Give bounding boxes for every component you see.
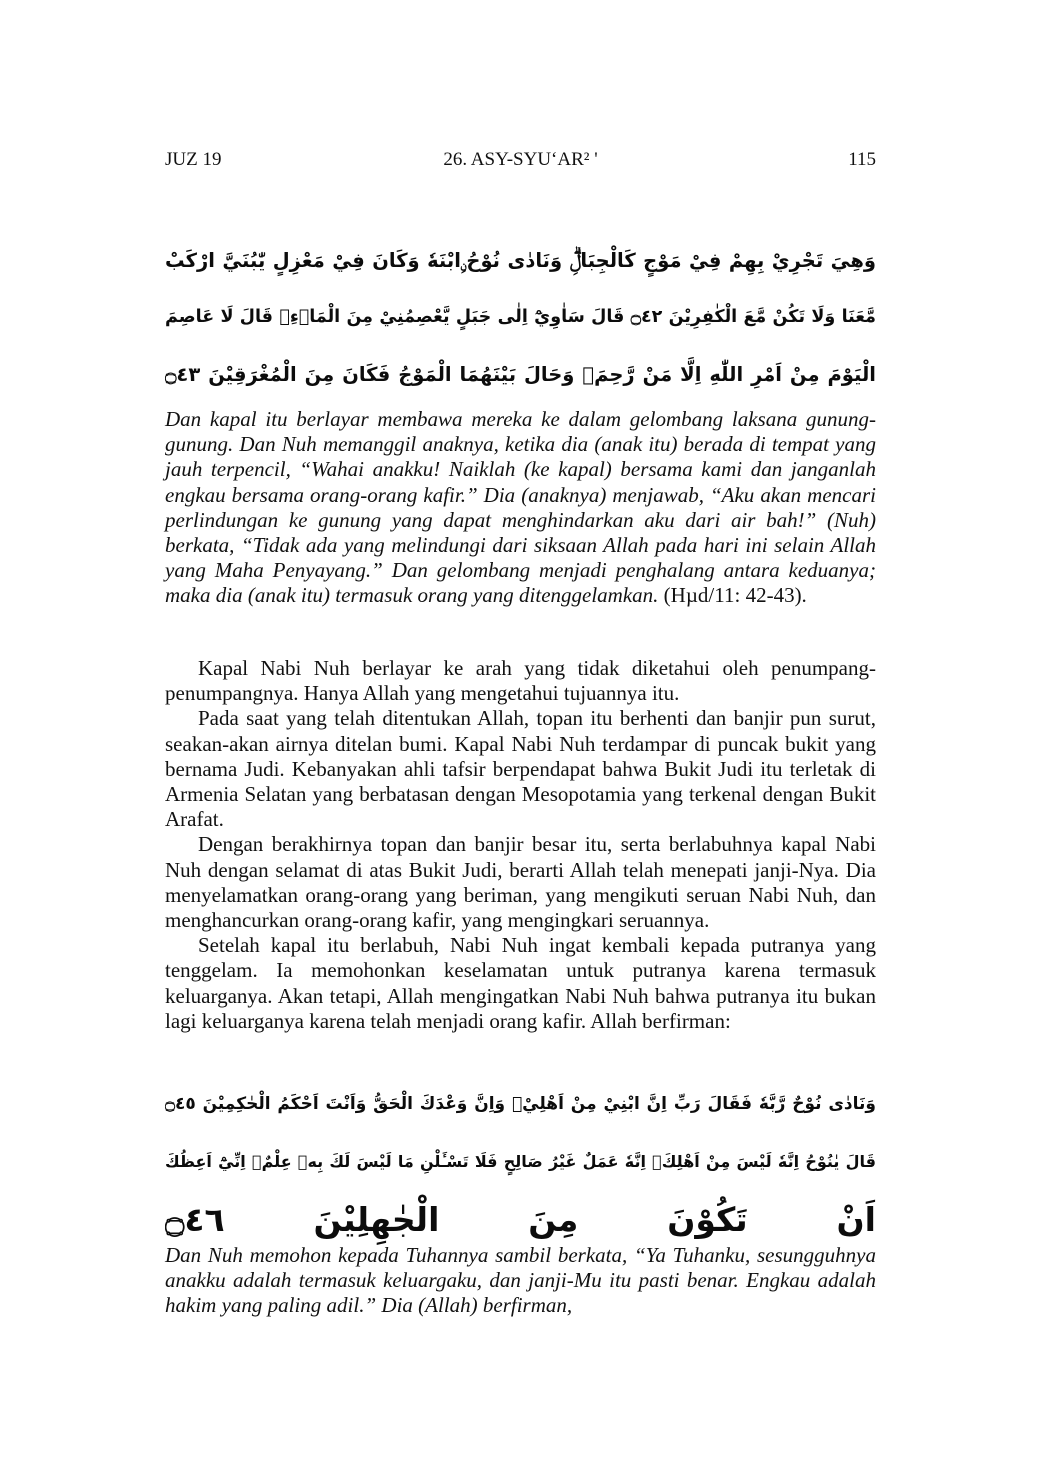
- paragraph: Kapal Nabi Nuh berlayar ke arah yang tidak diketahui oleh penumpang-penumpangnya. Hanya Allah yang mengetahui tujuannya itu.: [165, 656, 876, 706]
- verse-reference: (Hµd/11: 42-43).: [663, 583, 807, 608]
- arabic-line: وَنَادٰى نُوْحٌ رَّبَّهٗ فَقَالَ رَبِّ اِنَّ ابْنِيْ مِنْ اَهْلِيْۚ وَاِنَّ وَعْدَكَ الْحَقُّ وَاَنْتَ اَحْكَمُ الْحٰكِمِيْنَ ۝٤٥: [165, 1094, 876, 1114]
- juz-label: JUZ 19: [165, 149, 222, 170]
- translation-text: Dan Nuh memohon kepada Tuhannya sambil berkata, “Ya Tuhanku, sesungguhnya anakku adalah termasuk keluargaku, dan janji-Mu itu pasti benar. Engkau adalah hakim yang paling adil.” Dia (Allah) berfirman,: [165, 1243, 876, 1318]
- paragraph: Dengan berakhirnya topan dan banjir besar itu, serta berlabuhnya kapal Nabi Nuh dengan selamat di atas Bukit Judi, berarti Allah telah menepati janji-Nya. Dia menyelamatkan orang-orang yang beriman, yang mengikuti seruan Nabi Nuh, dan menghancurkan orang-orang kafir, yang mengingkari seruannya.: [165, 832, 876, 933]
- arabic-line: قَالَ يٰنُوْحُ اِنَّهٗ لَيْسَ مِنْ اَهْلِكَۚ اِنَّهٗ عَمَلٌ غَيْرُ صَالِحٍ فَلَا تَسْـَٔلْنِ مَا لَيْسَ لَكَ بِهٖ عِلْمٌۗ اِنِّيْٓ اَعِظُكَ: [165, 1152, 876, 1171]
- arabic-verses-42-43: [165, 232, 876, 403]
- arabic-verses-45-46: [165, 1075, 876, 1249]
- paragraph: Setelah kapal itu berlabuh, Nabi Nuh ingat kembali kepada putranya yang tenggelam. Ia memohonkan keselamatan untuk putranya karena termasuk keluarganya. Akan tetapi, Allah mengingatkan Nabi Nuh bahwa putranya itu bukan lagi keluarganya karena telah menjadi orang kafir. Allah berfirman:: [165, 933, 876, 1033]
- running-header: [165, 147, 876, 173]
- translation-verses-42-43: [165, 407, 876, 609]
- translation-text: Dan kapal itu berlayar membawa mereka ke dalam gelombang laksana gunung-gunung. Dan Nuh memanggil anaknya, ketika dia (anak itu) berada di tempat yang jauh terpencil, “Wahai anakku! Naiklah (ke kapal) bersama kami dan janganlah engkau bersama orang-orang kafir.” Dia (anaknya) menjawab, “Aku akan mencari perlindungan ke gunung yang dapat menghindarkan aku dari air bah!” (Nuh) berkata, “Tidak ada yang melindungi dari siksaan Allah pada hari ini selain Allah yang Maha Penyayang.” Dan gelombang menjadi penghalang antara keduanya; maka dia (anak itu) termasuk orang yang ditenggelamkan.: [165, 407, 876, 608]
- page-number: 115: [848, 149, 876, 170]
- arabic-line: الْيَوْمَ مِنْ اَمْرِ اللّٰهِ اِلَّا مَنْ رَّحِمَۚ وَحَالَ بَيْنَهُمَا الْمَوْجُ فَكَانَ مِنَ الْمُغْرَقِيْنَ ۝٤٣: [165, 363, 876, 386]
- translation-verses-45-46: [165, 1243, 876, 1319]
- surah-title: 26. ASY-SYU‘AR² ': [443, 149, 598, 170]
- narrative-text: [165, 656, 876, 1034]
- paragraph: Pada saat yang telah ditentukan Allah, topan itu berhenti dan banjir pun surut, seakan-akan airnya ditelan bumi. Kapal Nabi Nuh terdampar di puncak bukit yang bernama Judi. Kebanyakan ahli tafsir berpendapat bahwa Bukit Judi itu terletak di Armenia Selatan yang berbatasan dengan Mesopotamia yang terkenal dengan Bukit Arafat.: [165, 706, 876, 832]
- arabic-line: مَّعَنَا وَلَا تَكُنْ مَّعَ الْكٰفِرِيْنَ ۝٤٢ قَالَ سَاٰوِيْٓ اِلٰى جَبَلٍ يَّعْصِمُنِيْ مِنَ الْمَاۤءِۗ قَالَ لَا عَاصِمَ: [165, 307, 876, 327]
- arabic-line: وَهِيَ تَجْرِيْ بِهِمْ فِيْ مَوْجٍ كَالْجِبَالِۗ وَنَادٰى نُوْحُ ࣙابْنَهٗ وَكَانَ فِيْ مَعْزِلٍ يّٰبُنَيَّ ارْكَبْ: [165, 249, 876, 272]
- arabic-line: اَنْ تَكُوْنَ مِنَ الْجٰهِلِيْنَ ۝٤٦: [165, 1200, 876, 1239]
